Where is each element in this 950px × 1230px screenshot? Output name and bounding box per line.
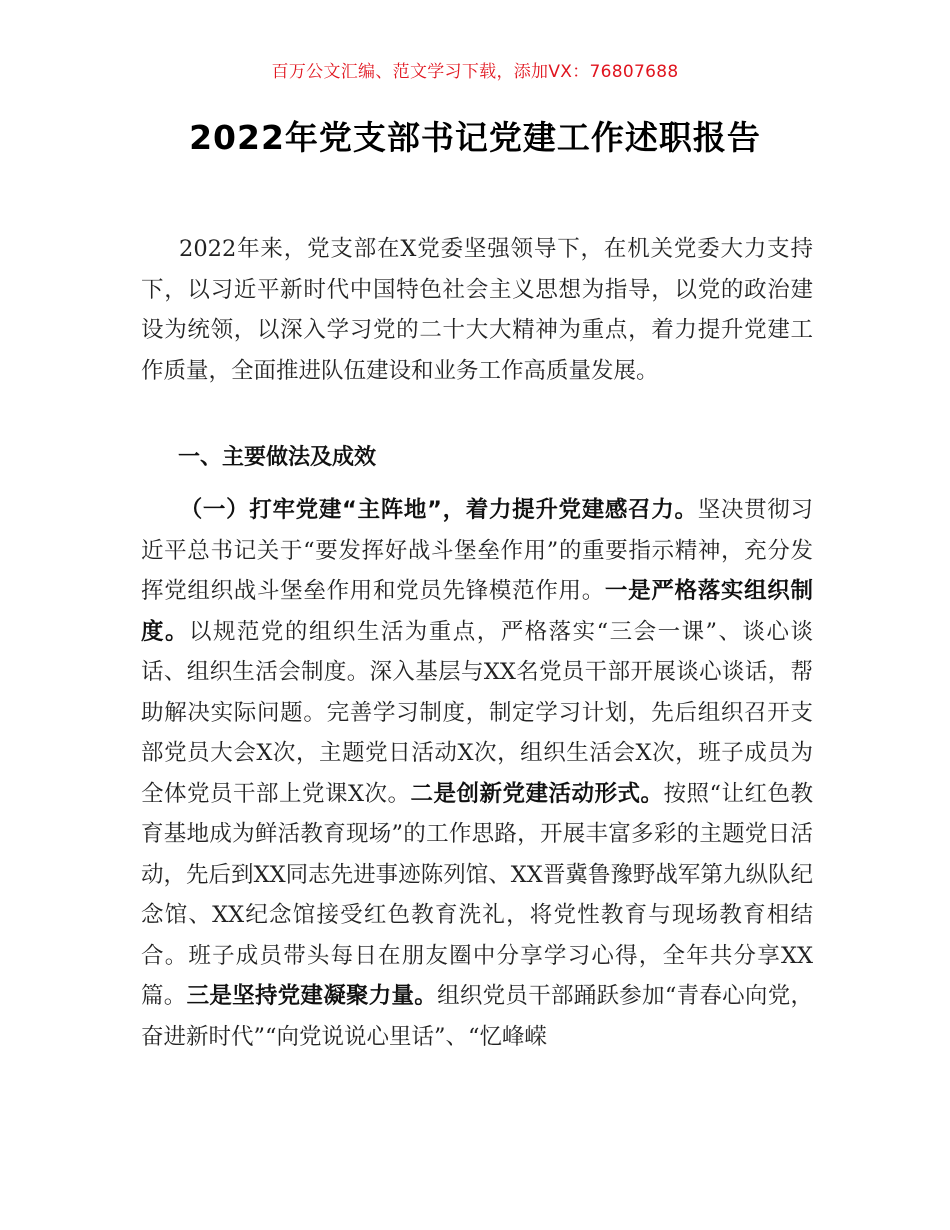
point1-label: 一是严格落实组织制度。	[141, 578, 813, 645]
subsection-heading: （一）打牢党建“主阵地”，着力提升党建感召力。	[179, 497, 698, 523]
intro-paragraph	[141, 229, 813, 391]
subsection-text: 坚决贯彻习近平总书记关于“要发挥好战斗堡垒作用”的重要指示精神，充分发挥党组织战斗堡垒作用和党员先锋模范作用。	[141, 497, 813, 604]
point3-text: 组织党员干部踊跃参加“青春心向党，奋进新时代”“向党说说心里话”、“忆峰嵘	[141, 983, 813, 1050]
watermark-banner: 百万公文汇编、范文学习下载，添加VX：76807688	[271, 62, 679, 82]
point2-text: 按照“让红色教育基地成为鲜活教育现场”的工作思路，开展丰富多彩的主题党日活动，先后到XX同志先进事迹陈列馆、XX晋冀鲁豫野战军第九纵队纪念馆、XX纪念馆接受红色教育洗礼，将党性教育与现场教育相结合。班子成员带头每日在朋友圈中分享学习心得，全年共分享XX篇。	[141, 780, 813, 1009]
subsection-paragraph	[141, 490, 813, 1057]
point3-label: 三是坚持党建凝聚力量。	[186, 983, 438, 1009]
point1-text: 以规范党的组织生活为重点，严格落实“三会一课”、谈心谈话、组织生活会制度。深入基层与XX名党员干部开展谈心谈话，帮助解决实际问题。完善学习制度，制定学习计划，先后组织召开支部党员大会X次，主题党日活动X次，组织生活会X次，班子成员为全体党员干部上党课X次。	[141, 618, 813, 807]
intro-text: 2022年来，党支部在X党委坚强领导下，在机关党委大力支持下，以习近平新时代中国特色社会主义思想为指导，以党的政治建设为统领，以深入学习党的二十大大精神为重点，着力提升党建工作质量，全面推进队伍建设和业务工作高质量发展。	[141, 236, 813, 384]
document-title: 2022年党支部书记党建工作述职报告	[189, 118, 761, 157]
section-heading: 一、主要做法及成效	[178, 445, 377, 470]
point2-label: 二是创新党建活动形式。	[410, 780, 664, 807]
